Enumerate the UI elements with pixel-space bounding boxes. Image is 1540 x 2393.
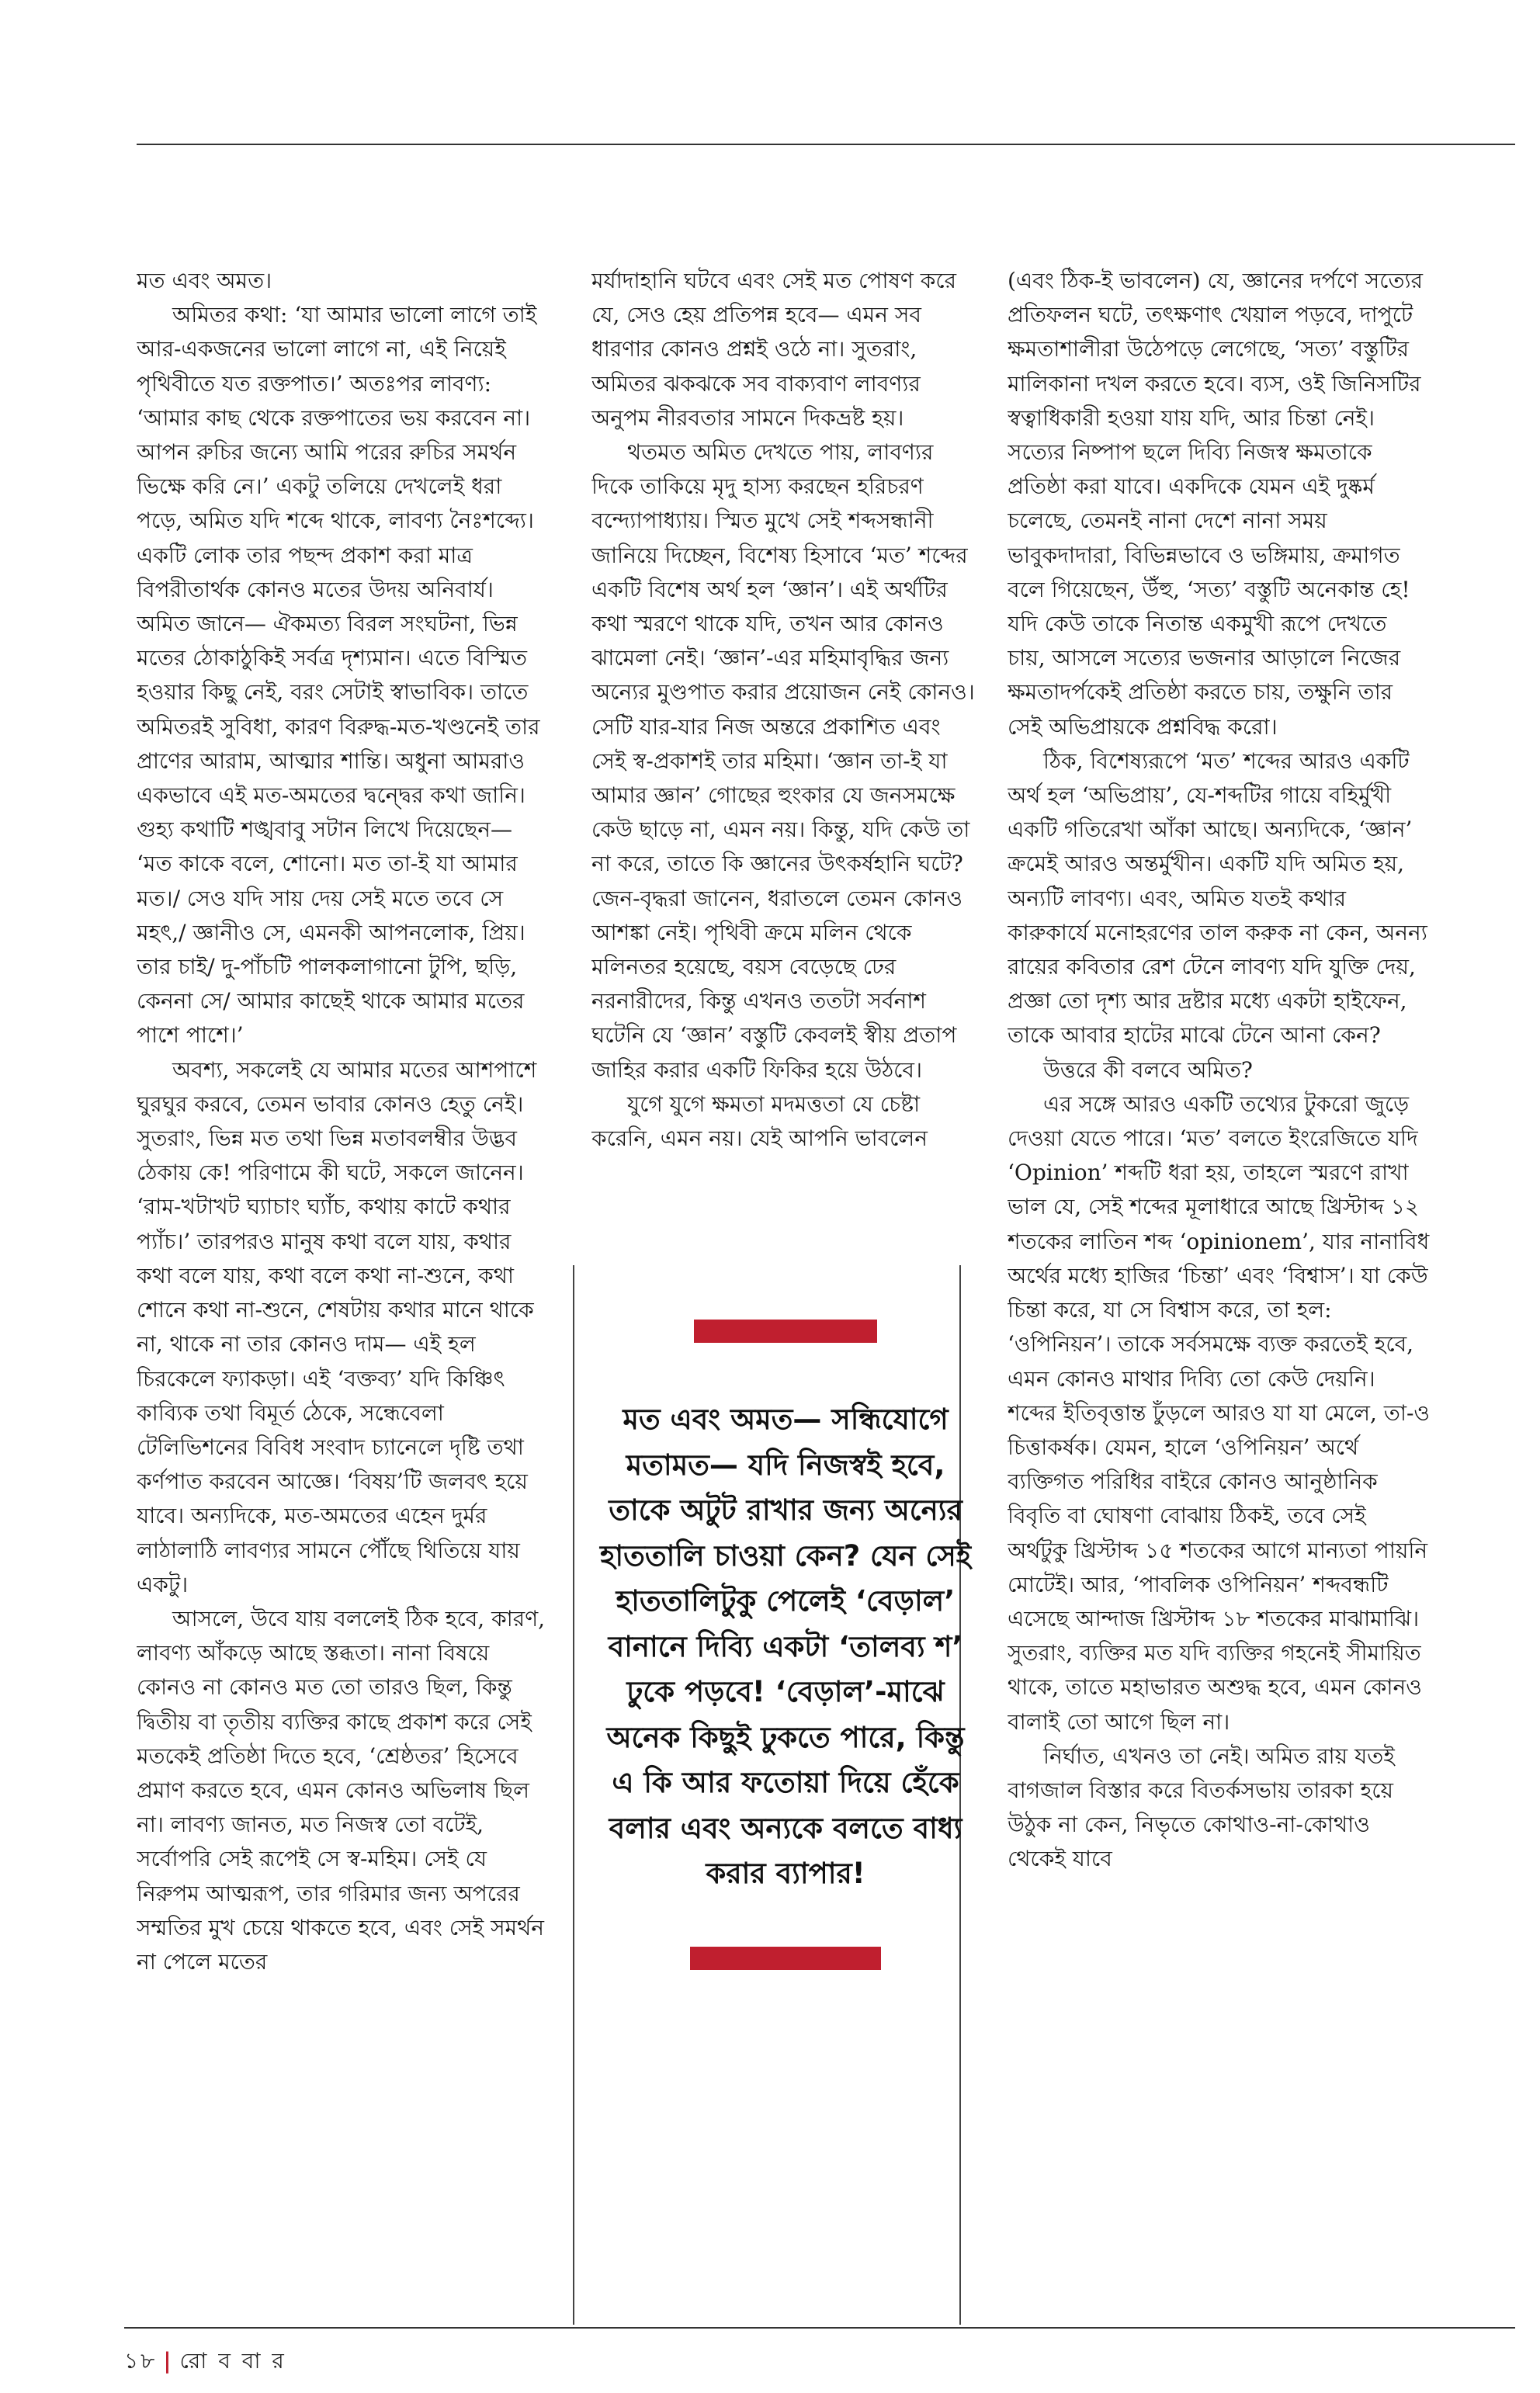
paragraph: (এবং ঠিক-ই ভাবলেন) যে, জ্ঞানের দর্পণে সত্যের প্রতিফলন ঘটে, তৎক্ষণাৎ খেয়াল পড়বে, দাপুটে ক্ষমতাশালীরা উঠেপড়ে লেগেছে, ‘সত্য’ বস্তুটির মালিকানা দখল করতে হবে। ব্যস, ওই জিনিসটির স্বত্বাধিকারী হওয়া যায় যদি, আর চিন্তা নেই। সত্যের নিষ্পাপ ছলে দিব্যি নিজস্ব ক্ষমতাকে প্রতিষ্ঠা করা যাবে। একদিকে যেমন এই দুষ্কর্ম চলেছে, তেমনই নানা দেশে নানা সময় ভাবুকদাদারা, বিভিন্নভাবে ও ভঙ্গিমায়, ক্রমাগত বলে গিয়েছেন, উঁহু, ‘সত্য’ বস্তুটি অনেকান্ত হে! যদি কেউ তাকে নিতান্ত একমুখী রূপে দেখতে চায়, আসলে সত্যের ভজনার আড়ালে নিজের ক্ষমতাদর্পকেই প্রতিষ্ঠা করতে চায়, তক্ষুনি তার সেই অভিপ্রায়কে প্রশ্নবিদ্ধ করো। (1008, 268, 1424, 740)
paragraph: আসলে, উবে যায় বললেই ঠিক হবে, কারণ, লাবণ্য আঁকড়ে আছে স্তব্ধতা। নানা বিষয়ে কোনও না কোনও মত তো তারও ছিল, কিন্তু দ্বিতীয় বা তৃতীয় ব্যক্তির কাছে প্রকাশ করে সেই মতকেই প্রতিষ্ঠা দিতে হবে, ‘শ্রেষ্ঠতর’ হিসেবে প্রমাণ করতে হবে, এমন কোনও অভিলাষ ছিল না। লাবণ্য জানত, মত নিজস্ব তো বটেই, সর্বোপরি সেই রূপেই সে স্ব-মহিম। সেই যে নিরুপম আত্মরূপ, তার গরিমার জন্য অপরের সম্মতির মুখ চেয়ে থাকতে হবে, এবং সেই সমর্থন না পেলে মতের (137, 1605, 546, 1975)
paragraph: অমিতর কথা: ‘যা আমার ভালো লাগে তাই আর-একজনের ভালো লাগে না, এই নিয়েই পৃথিবীতে যত রক্তপাত।’ অতঃপর লাবণ্য: ‘আমার কাছ থেকে রক্তপাতের ভয় করবেন না। আপন রুচির জন্যে আমি পরের রুচির সমর্থন ভিক্ষে করি নে।’ একটু তলিয়ে দেখলেই ধরা পড়ে, অমিত যদি শব্দে থাকে, লাবণ্য নৈঃশব্দ্যে। একটি লোক তার পছন্দ প্রকাশ করা মাত্র বিপরীতার্থক কোনও মতের উদয় অনিবার্য। অমিত জানে— ঐকমত্য বিরল সংঘটনা, ভিন্ন মতের ঠোকাঠুকিই সর্বত্র দৃশ্যমান। এতে বিস্মিত হওয়ার কিছু নেই, বরং সেটাই স্বাভাবিক। তাতে অমিতরই সুবিধা, কারণ বিরুদ্ধ-মত-খণ্ডনেই তার প্রাণের আরাম, আত্মার শান্তি। অধুনা আমরাও একভাবে এই মত-অমতের দ্বন্দ্বের কথা জানি। গুহ্য কথাটি শঙ্খবাবু সটান লিখে দিয়েছেন— ‘মত কাকে বলে, শোনো। মত তা-ই যা আমার মত।/ সেও যদি সায় দেয় সেই মতে তবে সে মহৎ,/ জ্ঞানীও সে, এমনকী আপনলোক, প্রিয়। তার চাই/ দু-পাঁচটি পালকলাগানো টুপি, ছড়ি, কেননা সে/ আমার কাছেই থাকে আমার মতের পাশে পাশে।’ (137, 302, 540, 1049)
section-name: রো ব বা র (179, 2348, 286, 2374)
column-divider-left (573, 1265, 574, 2325)
page-footer (124, 2344, 286, 2381)
page-number: ১৮ (124, 2348, 158, 2374)
top-rule (137, 144, 1515, 145)
pull-quote-box (591, 1320, 980, 1970)
paragraph: মত এবং অমত। (137, 268, 272, 293)
pull-quote-text: মত এবং অমত— সন্ধিযোগে মতামত— যদি নিজস্বই হবে, তাকে অটুট রাখার জন্য অন্যের হাততালি চাওয়া কেন? যেন সেই হাততালিটুকু পেলেই ‘বেড়াল’ বানানে দিব্যি একটা ‘তালব্য শ’ ঢুকে পড়বে! ‘বেড়াল’-মাঝে অনেক কিছুই ঢুকতে পারে, কিন্তু এ কি আর ফতোয়া দিয়ে হেঁকে বলার এবং অন্যকে বলতে বাধ্য করার ব্যাপার! (599, 1403, 972, 1890)
paragraph: থতমত অমিত দেখতে পায়, লাবণ্যর দিকে তাকিয়ে মৃদু হাস্য করছেন হরিচরণ বন্দ্যোপাধ্যায়। স্মিত মুখে সেই শব্দসন্ধানী জানিয়ে দিচ্ছেন, বিশেষ্য হিসাবে ‘মত’ শব্দের একটি বিশেষ অর্থ হল ‘জ্ঞান’। এই অর্থটির কথা স্মরণে থাকে যদি, তখন আর কোনও ঝামেলা নেই। ‘জ্ঞান’-এর মহিমাবৃদ্ধির জন্য অন্যের মুণ্ডপাত করার প্রয়োজন নেই কোনও। সেটি যার-যার নিজ অন্তরে প্রকাশিত এবং সেই স্ব-প্রকাশই তার মহিমা। ‘জ্ঞান তা-ই যা আমার জ্ঞান’ গোছের হুংকার যে জনসমক্ষে কেউ ছাড়ে না, এমন নয়। কিন্তু, যদি কেউ তা না করে, তাতে কি জ্ঞানের উৎকর্ষহানি ঘটে? জেন-বৃদ্ধরা জানেন, ধরাতলে তেমন কোনও আশঙ্কা নেই। পৃথিবী ক্রমে মলিন থেকে মলিনতর হয়েছে, বয়স বেড়েছে ঢের নরনারীদের, কিন্তু এখনও ততটা সর্বনাশ ঘটেনি যে ‘জ্ঞান’ বস্তুটি কেবলই স্বীয় প্রতাপ জাহির করার একটি ফিকির হয়ে উঠবে। (591, 439, 975, 1083)
article-column-2 (591, 264, 980, 1265)
paragraph: মর্যাদাহানি ঘটবে এবং সেই মত পোষণ করে যে, সেও হেয় প্রতিপন্ন হবে— এমন সব ধারণার কোনও প্রশ্নই ওঠে না। সুতরাং, অমিতর ঝকঝকে সব বাক্যবাণ লাবণ্যর অনুপম নীরবতার সামনে দিকভ্রষ্ট হয়। (591, 268, 956, 431)
article-column-1 (137, 264, 548, 2313)
paragraph: উত্তরে কী বলবে অমিত? (1043, 1056, 1253, 1083)
article-column-3 (1008, 264, 1431, 2313)
paragraph: নির্ঘাত, এখনও তা নেই। অমিত রায় যতই বাগজাল বিস্তার করে বিতর্কসভায় তারকা হয়ে উঠুক না কেন, নিভৃতে কোথাও-না-কোথাও থেকেই যাবে (1008, 1743, 1395, 1872)
pull-quote-top-bar (694, 1320, 877, 1343)
footer-separator: | (163, 2348, 174, 2374)
bottom-rule (124, 2327, 1515, 2329)
paragraph: অবশ্য, সকলেই যে আমার মতের আশপাশে ঘুরঘুর করবে, তেমন ভাবার কোনও হেতু নেই। সুতরাং, ভিন্ন মত তথা ভিন্ন মতাবলম্বীর উদ্ভব ঠেকায় কে! পরিণামে কী ঘটে, সকলে জানেন। ‘রাম-খটাখট ঘ্যাচাং ঘ্যাঁচ, কথায় কাটে কথার প্যাঁচ।’ তারপরও মানুষ কথা বলে যায়, কথার কথা বলে যায়, কথা বলে কথা না-শুনে, কথা শোনে কথা না-শুনে, শেষটায় কথার মানে থাকে না, থাকে না তার কোনও দাম— এই হল চিরকেলে ফ্যাকড়া। এই ‘বক্তব্য’ যদি কিঞ্চিৎ কাব্যিক তথা বিমূর্ত ঠেকে, সন্ধেবেলা টেলিভিশনের বিবিধ সংবাদ চ্যানেলে দৃষ্টি তথা কর্ণপাত করবেন আজ্ঞে। ‘বিষয়’টি জলবৎ হয়ে যাবে। অন্যদিকে, মত-অমতের এহেন দুর্মর লাঠালাঠি লাবণ্যর সামনে পৌঁছে থিতিয়ে যায় একটু। (137, 1056, 537, 1597)
pull-quote-bottom-bar (690, 1947, 881, 1970)
paragraph: এর সঙ্গে আরও একটি তথ্যের টুকরো জুড়ে দেওয়া যেতে পারে। ‘মত’ বলতে ইংরেজিতে যদি ‘Opinion’ শব্দটি ধরা হয়, তাহলে স্মরণে রাখা ভাল যে, সেই শব্দের মূলাধারে আছে খ্রিস্টাব্দ ১২ শতকের লাতিন শব্দ ‘opinionem’, যার নানাবিধ অর্থের মধ্যে হাজির ‘চিন্তা’ এবং ‘বিশ্বাস’। যা কেউ চিন্তা করে, যা সে বিশ্বাস করে, তা হল: ‘ওপিনিয়ন’। তাকে সর্বসমক্ষে ব্যক্ত করতেই হবে, এমন কোনও মাথার দিব্যি তো কেউ দেয়নি। শব্দের ইতিবৃত্তান্ত ঢুঁড়লে আরও যা যা মেলে, তা-ও চিত্তাকর্ষক। যেমন, হালে ‘ওপিনিয়ন’ অর্থে ব্যক্তিগত পরিধির বাইরে কোনও আনুষ্ঠানিক বিবৃতি বা ঘোষণা বোঝায় ঠিকই, তবে সেই অর্থটুকু খ্রিস্টাব্দ ১৫ শতকের আগে মান্যতা পায়নি মোটেই। আর, ‘পাবলিক ওপিনিয়ন’ শব্দবন্ধটি এসেছে আন্দাজ খ্রিস্টাব্দ ১৮ শতকের মাঝামাঝি। সুতরাং, ব্যক্তির মত যদি ব্যক্তির গহনেই সীমায়িত থাকে, তাতে মহাভারত অশুদ্ধ হবে, এমন কোনও বালাই তো আগে ছিল না। (1008, 1091, 1431, 1735)
paragraph: যুগে যুগে ক্ষমতা মদমত্ততা যে চেষ্টা করেনি, এমন নয়। যেই আপনি ভাবলেন (591, 1091, 928, 1152)
paragraph: ঠিক, বিশেষ্যরূপে ‘মত’ শব্দের আরও একটি অর্থ হল ‘অভিপ্রায়’, যে-শব্দটির গায়ে বহির্মুখী একটি গতিরেখা আঁকা আছে। অন্যদিকে, ‘জ্ঞান’ ক্রমেই আরও অন্তর্মুখীন। একটি যদি অমিত হয়, অন্যটি লাবণ্য। এবং, অমিত যতই কথার কারুকার্যে মনোহরণের তাল করুক না কেন, অনন্য রায়ের কবিতার রেশ টেনে লাবণ্য যদি যুক্তি দেয়, প্রজ্ঞা তো দৃশ্য আর দ্রষ্টার মধ্যে একটা হাইফেন, তাকে আবার হাটের মাঝে টেনে আনা কেন? (1008, 747, 1427, 1049)
